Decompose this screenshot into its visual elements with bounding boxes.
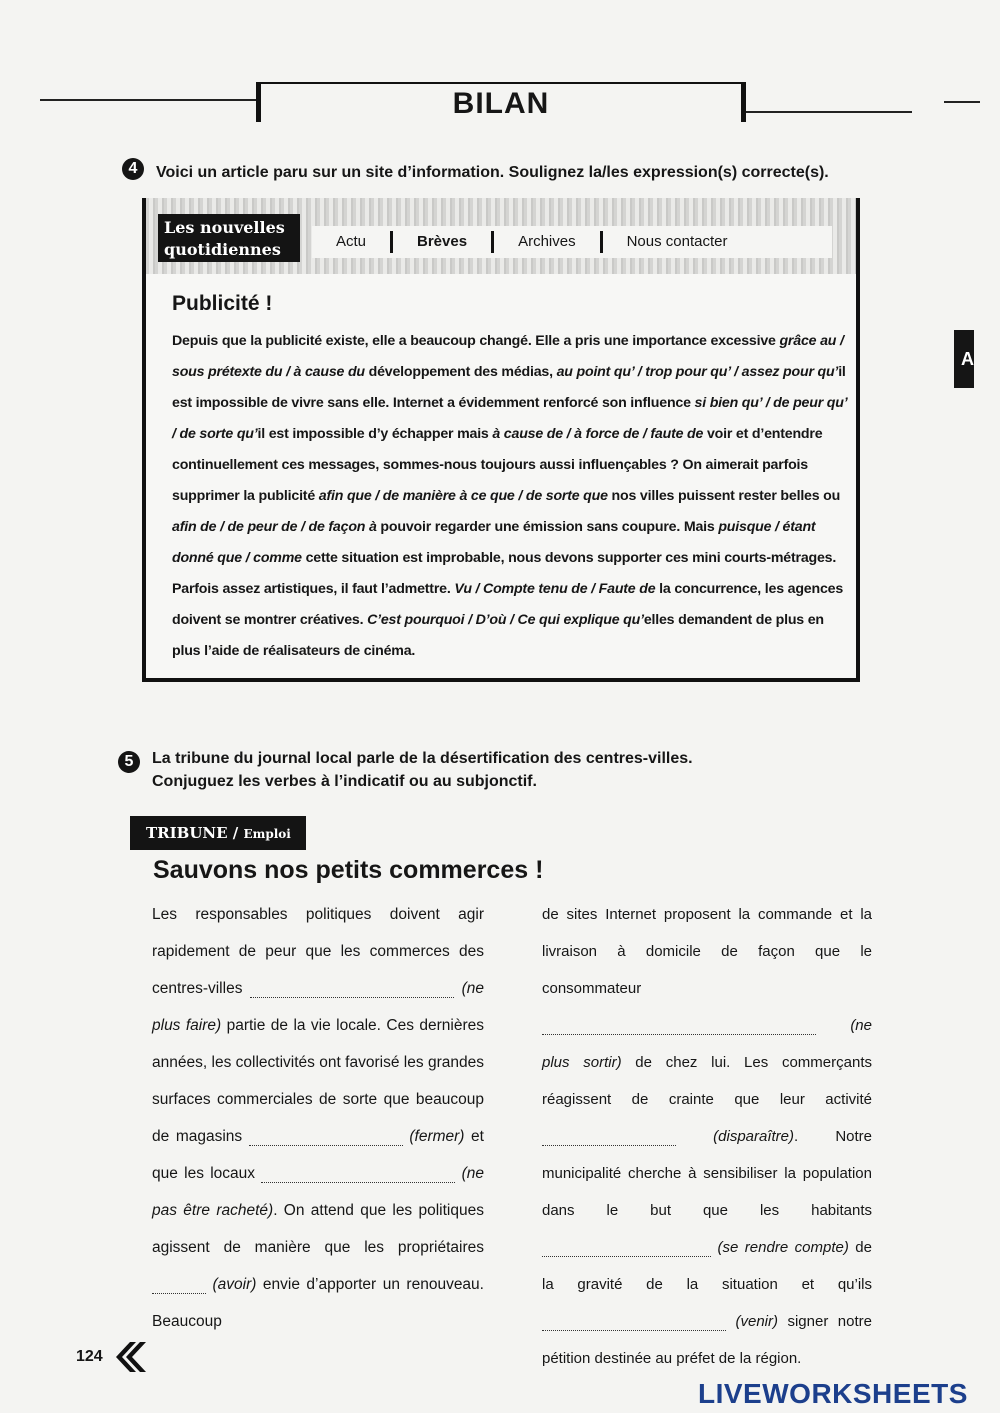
blank-4[interactable] xyxy=(152,1277,206,1294)
blank-6[interactable] xyxy=(542,1129,676,1146)
article-text: pouvoir regarder une émission sans coupure. Mais xyxy=(376,519,719,535)
choice-expressions[interactable]: afin de / de peur de / de façon à xyxy=(172,519,377,535)
blank-8[interactable] xyxy=(542,1314,726,1331)
tribune-text: de chez lui. Les commerçants réagissent de crainte que leur activité xyxy=(542,1054,872,1108)
site-logo-line1: Les nouvelles xyxy=(164,218,285,237)
verb-hint: (se rendre compte) xyxy=(717,1239,849,1256)
blank-2[interactable] xyxy=(249,1129,403,1146)
blank-1[interactable] xyxy=(250,981,454,998)
page-title: BILAN xyxy=(452,87,550,120)
choice-expressions[interactable]: afin que / de manière à ce que / de sorte que xyxy=(318,488,608,504)
article-text: nos villes puissent rester belles ou xyxy=(607,488,841,504)
article-text: il est impossible d’y échapper mais xyxy=(257,426,493,442)
tribune-text: de la gravité de la situation et qu’ils xyxy=(542,1239,872,1293)
header-rule-left xyxy=(40,99,256,101)
page-number: 124 xyxy=(76,1348,103,1365)
site-nav xyxy=(312,226,832,258)
tribune-column-left xyxy=(152,896,484,1340)
verb-hint: (ne pas être racheté) xyxy=(152,1165,484,1219)
margin-rule xyxy=(944,101,980,103)
tribune-text: de sites Internet proposent la commande et la livraison à domicile de façon que le consommateur xyxy=(542,906,872,997)
verb-hint: (fermer) xyxy=(409,1128,465,1145)
tribune-text: . On attend que les politiques agissent de manière que les propriétaires xyxy=(152,1202,484,1256)
choice-expressions[interactable]: grâce au / sous prétexte du / à cause du xyxy=(172,333,844,380)
article-text: voir et d’entendre continuellement ces messages, sommes-nous toujours aussi influençables ? On aimerait parfois supprimer la publicité xyxy=(172,426,823,504)
side-tab: A xyxy=(954,330,974,388)
blank-5[interactable] xyxy=(542,1018,816,1035)
article-title: Publicité ! xyxy=(172,292,273,315)
blank-3[interactable] xyxy=(261,1166,455,1183)
verb-hint: (ne plus faire) xyxy=(152,980,484,1034)
verb-hint: (venir) xyxy=(735,1313,778,1330)
nav-breves[interactable]: Brèves xyxy=(393,231,494,253)
verb-hint: (avoir) xyxy=(212,1276,257,1293)
tribune-column-right xyxy=(542,896,872,1377)
tribune-text: signer notre pétition destinée au préfet de la région. xyxy=(542,1313,872,1367)
choice-expressions[interactable]: C’est pourquoi / D’où / Ce qui explique qu’ xyxy=(367,612,644,628)
tribune-title: Sauvons nos petits commerces ! xyxy=(153,856,544,884)
site-logo xyxy=(158,214,300,262)
verb-hint: (disparaître) xyxy=(713,1128,795,1145)
double-chevron-left-icon xyxy=(114,1340,146,1374)
article-frame xyxy=(142,198,860,682)
verb-hint: (ne plus sortir) xyxy=(542,1017,872,1071)
choice-expressions[interactable]: puisque / étant donné que / comme xyxy=(172,519,816,566)
exercise-5-instruction-line1: La tribune du journal local parle de la désertification des centres-villes. xyxy=(152,750,693,767)
tribune-tag-main: TRIBUNE / xyxy=(146,824,239,842)
tribune-text: Les responsables politiques doivent agir rapidement de peur que les commerces des centres-villes xyxy=(152,906,484,997)
tribune-tag-sub: Emploi xyxy=(243,827,291,841)
choice-expressions[interactable]: si bien qu’ / de peur qu’ / de sorte qu’ xyxy=(172,395,847,442)
article-text: la concurrence, les agences doivent se montrer créatives. xyxy=(172,581,844,628)
choice-expressions[interactable]: au point qu’ / trop pour qu’ / assez pour qu’ xyxy=(556,364,839,380)
exercise-5-number: 5 xyxy=(118,751,140,773)
nav-contact[interactable]: Nous contacter xyxy=(626,233,728,250)
exercise-4-instruction: Voici un article paru sur un site d’information. Soulignez la/les expression(s) correcte(s). xyxy=(156,164,829,181)
article-text: développement des médias, xyxy=(364,364,557,380)
header-rule-right xyxy=(746,111,912,113)
article-text: il est impossible de vivre sans elle. Internet a évidemment renforcé son influence xyxy=(172,364,846,411)
article-text: cette situation est improbable, nous devons supporter ces mini courts-métrages. Parfois assez artistiques, il faut l’admettre. xyxy=(172,550,837,597)
choice-expressions[interactable]: Vu / Compte tenu de / Faute de xyxy=(454,581,656,597)
exercise-4-number: 4 xyxy=(122,158,144,180)
exercise-5-instruction-line2: Conjuguez les verbes à l’indicatif ou au subjonctif. xyxy=(152,773,537,790)
choice-expressions[interactable]: à cause de / à force de / faute de xyxy=(492,426,704,442)
site-header-bar xyxy=(146,198,856,274)
tribune-text: partie de la vie locale. Ces dernières années, les collectivités ont favorisé les grandes surfaces commerciales de sorte que beaucoup de magasins xyxy=(152,1017,484,1145)
liveworksheets-logo: LIVEWORKSHEETS xyxy=(698,1378,968,1409)
article-text: elles demandent de plus en plus l’aide de réalisateurs de cinéma. xyxy=(172,612,824,659)
article-body xyxy=(172,326,848,667)
site-logo-line2: quotidiennes xyxy=(164,240,281,259)
tribune-text: et que les locaux xyxy=(152,1128,484,1182)
page-title-box xyxy=(256,82,746,122)
nav-archives[interactable]: Archives xyxy=(494,231,603,253)
blank-7[interactable] xyxy=(542,1240,711,1257)
tribune-tag xyxy=(130,816,306,850)
tribune-text: . Notre municipalité cherche à sensibiliser la population dans le but que les habitants xyxy=(542,1128,873,1219)
tribune-text: envie d’apporter un renouveau. Beaucoup xyxy=(152,1276,484,1330)
article-text: Depuis que la publicité existe, elle a beaucoup changé. Elle a pris une importance excessive xyxy=(172,333,780,349)
nav-actu[interactable]: Actu xyxy=(312,231,393,253)
